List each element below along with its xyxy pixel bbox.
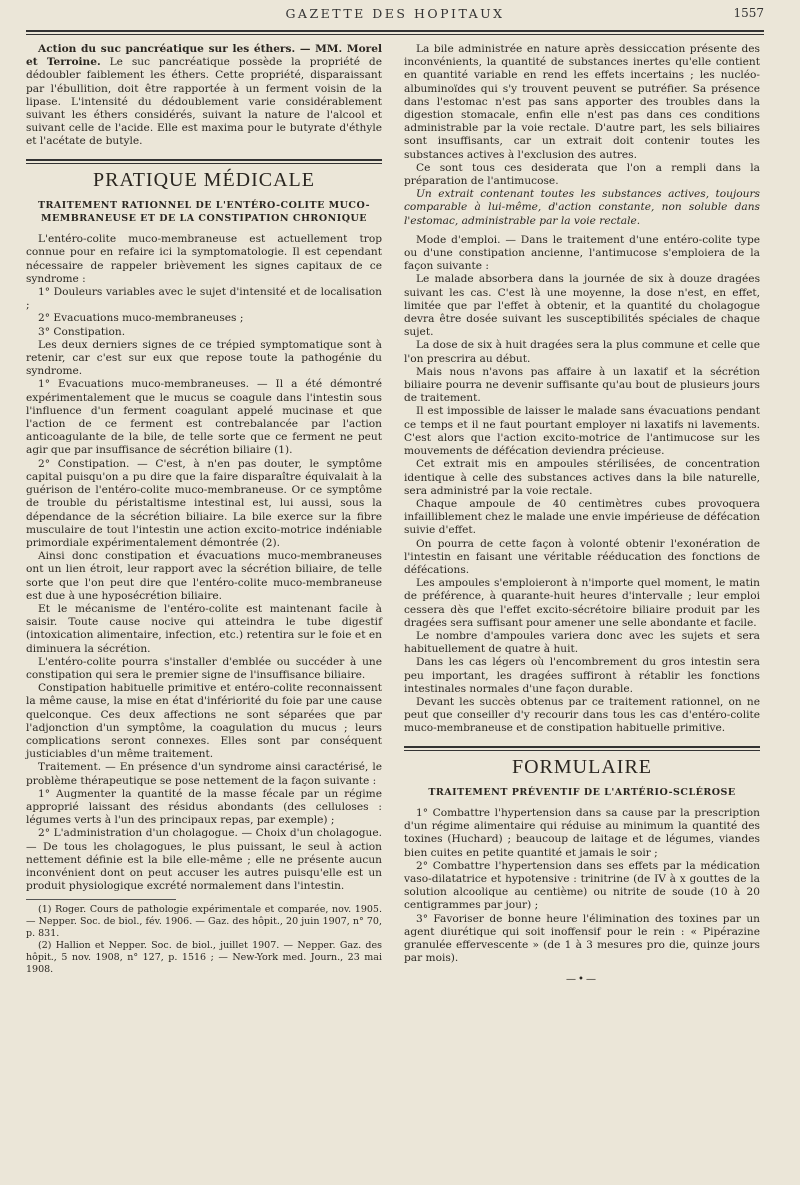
paragraph: Un extrait contenant toutes les substances actives, toujours comparable à lui-même, d'action constante, non soluble dans l'estomac, administrable par la voie rectale. — [404, 188, 760, 227]
paragraph: L'entéro-colite muco-membraneuse est actuellement trop connue pour en refaire ici la symptomatologie. Il est cependant nécessaire de rappeler brièvement les signes capitaux de ce syndrome : — [26, 233, 382, 285]
paragraph: Cet extrait mis en ampoules stérilisées, de concentration identique à celle des substances actives dans la bile naturelle, sera administré par la voie rectale. — [404, 458, 760, 497]
paragraph: La bile administrée en nature après dessiccation présente des inconvénients, la quantité de substances inertes qu'elle contient en quantité variable en rend les effets incertains ; les nucléo-albuminoïdes qui s'y trouvent peuvent se putréfier. Sa présence dans l'estomac n'est pas sans apporter des troubles dans la digestion stomacale, enfin elle n'est pas dans ces conditions administrable par la voie rectale. D'autre part, les sels biliaires sont insuffisants, car un extrait doit contenir toutes les substances actives à l'exclusion des autres. — [404, 43, 760, 161]
page-number: 1557 — [733, 6, 764, 20]
paragraph: 1° Evacuations muco-membraneuses. — Il a été démontré expérimentalement que le mucus se coagule dans l'intestin sous l'influence d'un ferment coagulant appelé mucinase et que l'action de ce ferment est contrebalancée par l'action anticoagulante de la bile, de telle sorte que ce ferment ne peut agir que par insuffisance de sécrétion biliaire (1). — [26, 378, 382, 457]
intro-text: Le suc pancréatique possède la propriété de dédoubler faiblement les éthers. Cette propriété, disparaissant par l'ébullition, doit être rapportée à un ferment voisin de la lipase. L'intensité du dédoublement varie considérablement suivant les éthers considérés, suivant la nature de l'alcool et suivant celle de l'acide. Elle est maxima pour le butyrate d'éthyle et l'acétate de butyle. — [26, 56, 382, 148]
paragraph: Ainsi donc constipation et évacuations muco-membraneuses ont un lien étroit, leur rapport avec la sécrétion biliaire, de telle sorte que l'on peut dire que l'entéro-colite muco-membraneuse est due à une hyposécrétion biliaire. — [26, 550, 382, 602]
paragraph: Mais nous n'avons pas affaire à un laxatif et la sécrétion biliaire pourra ne devenir suffisante qu'au bout de plusieurs jours de traitement. — [404, 365, 760, 405]
paragraph: Les ampoules s'emploieront à n'importe quel moment, le matin de préférence, à quarante-huit heures d'intervalle ; leur emploi cessera dès que l'effet excito-sécrétoire biliaire produit par les dragées sera suffisant pour amener une selle abondante et facile. — [404, 577, 760, 629]
section-title-formulaire: FORMULAIRE — [511, 755, 652, 778]
paragraph: Dans les cas légers où l'encombrement du gros intestin sera peu important, les dragées suffiront à rétablir les fonctions intestinales normales d'une façon durable. — [404, 656, 760, 695]
intro-paragraph — [26, 43, 382, 149]
paragraph: 1° Douleurs variables avec le sujet d'intensité et de localisation ; — [26, 286, 382, 312]
paragraph: Traitement. — En présence d'un syndrome ainsi caractérisé, le problème thérapeutique se pose nettement de la façon suivante : — [26, 761, 382, 787]
paragraph: 2° Evacuations muco-membraneuses ; — [38, 312, 244, 325]
paragraph: Le nombre d'ampoules variera donc avec les sujets et sera habituellement de quatre à huit. — [404, 629, 760, 656]
two-column-layout — [26, 43, 764, 987]
footnote: (1) Roger. Cours de pathologie expérimentale et comparée, nov. 1905. — Nepper. Soc. de biol., fév. 1906. — Gaz. des hôpit., 20 juin 1907, n° 70, p. 831. — [26, 904, 382, 940]
paragraph: Les deux derniers signes de ce trépied symptomatique sont à retenir, car c'est sur eux que repose toute la pathogénie du syndrome. — [26, 338, 382, 378]
paragraph: L'entéro-colite pourra s'installer d'emblée ou succéder à une constipation qui sera le premier signe de l'insuffisance biliaire. — [26, 655, 382, 681]
section-title-pratique: PRATIQUE MÉDICALE — [93, 168, 315, 191]
paragraph: On pourra de cette façon à volonté obtenir l'exonération de l'intestin en faisant une véritable rééducation des fonctions de défécations. — [404, 537, 760, 576]
header-rule — [26, 30, 764, 35]
section-rule — [26, 159, 382, 164]
footnote: (2) Hallion et Nepper. Soc. de biol., juillet 1907. — Nepper. Gaz. des hôpit., 5 nov. 1908, n° 127, p. 1516 ; — New-York med. Journ., 23 mai 1908. — [26, 940, 382, 976]
intro-heading: Action du suc pancréatique sur les éthers. — MM. Morel et Terroine. — [26, 43, 382, 69]
article-subhead: TRAITEMENT RATIONNEL DE L'ENTÉRO-COLITE MUCO-MEMBRANEUSE ET DE LA CONSTIPATION CHRONIQUE — [37, 199, 371, 225]
formulaire-item: 2° Combattre l'hypertension dans ses effets par la médication vaso-dilatatrice et hypotensive : trinitrine (de IV à x gouttes de la solution alcoolique au centième) ou nitrite de soude (10 à 20 centigrammes par jour) ; — [404, 859, 760, 912]
paragraph: 1° Augmenter la quantité de la masse fécale par un régime approprié laissant des résidus abondants (des celluloses : légumes verts à l'un des principaux repas, par exemple) ; — [26, 787, 382, 827]
formulaire-item: 3° Favoriser de bonne heure l'élimination des toxines par un agent diurétique qui soit inoffensif pour le rein : « Pipérazine granulée effervescente » (de 1 à 3 mesures pro die, quinze jours par mois). — [404, 912, 760, 965]
right-column — [404, 43, 760, 987]
paragraph: Devant les succès obtenus par ce traitement rationnel, on ne peut que conseiller d'y recourir dans tous les cas d'entéro-colite muco-membraneuse et de constipation habituelle primitive. — [404, 695, 760, 735]
paragraph: La dose de six à huit dragées sera la plus commune et celle que l'on prescrira au début. — [404, 339, 760, 365]
paragraph: 2° L'administration d'un cholagogue. — Choix d'un cholagogue. — De tous les cholagogues, le plus puissant, le seul à action nettement définie est la bile elle-même ; elle ne présente aucun inconvénient dont on peut accuser les autres puisqu'elle est un produit physiologique excrété normalement dans l'intestin. — [26, 827, 382, 893]
footnotes — [26, 904, 382, 976]
formulaire-item: 1° Combattre l'hypertension dans sa cause par la prescription d'un régime alimentaire qui réduise au minimum la quantité des toxines (Huchard) ; beaucoup de laitage et de légumes, viandes bien cuites en petite quantité et jamais le soir ; — [404, 806, 760, 859]
paragraph: 2° Constipation. — C'est, à n'en pas douter, le symptôme capital puisqu'on a pu dire que la faire disparaître équivalait à la guérison de l'entéro-colite muco-membraneuse. Or ce symptôme de trouble du péristaltisme intestinal est, lui aussi, sous la dépendance de la sécrétion biliaire. La bile exerce sur la fibre musculaire de tout l'intestin une action excito-motrice indéniable primordiale expérimentalement démontrée (2). — [26, 457, 382, 549]
paragraph: Et le mécanisme de l'entéro-colite est maintenant facile à saisir. Toute cause nocive qui atteindra le tube digestif (intoxication alimentaire, infection, etc.) retentira sur le foie et en diminuera la sécrétion. — [26, 602, 382, 655]
end-ornament: —•— — [566, 974, 598, 986]
paragraph: Mode d'emploi. — Dans le traitement d'une entéro-colite type ou d'une constipation ancienne, l'antimucose s'emploiera de la façon suivante : — [404, 233, 760, 273]
paragraph: 3° Constipation. — [38, 325, 126, 338]
paragraph: Il est impossible de laisser le malade sans évacuations pendant ce temps et il ne faut pourtant employer ni laxatifs ni lavements. C'est alors que l'action excito-motrice de l'antimucose sur les mouvements de défécation deviendra précieuse. — [404, 405, 760, 458]
formulaire-subhead: TRAITEMENT PRÉVENTIF DE L'ARTÉRIO-SCLÉROSE — [428, 786, 736, 798]
left-column — [26, 43, 382, 987]
journal-title: GAZETTE DES HOPITAUX — [285, 6, 505, 21]
paragraph: Ce sont tous ces desiderata que l'on a rempli dans la préparation de l'antimucose. — [404, 161, 760, 188]
running-header — [26, 0, 764, 26]
paragraph: Chaque ampoule de 40 centimètres cubes provoquera infailliblement chez le malade une envie impérieuse de défécation suivie d'effet. — [404, 497, 760, 537]
paragraph: Le malade absorbera dans la journée de six à douze dragées suivant les cas. C'est là une moyenne, la dose n'est, en effet, limitée que par l'effet à obtenir, et la quantité du cholagogue devra être dosée suivant les susceptibilités spéciales de chaque sujet. — [404, 273, 760, 339]
paragraph: Constipation habituelle primitive et entéro-colite reconnaissent la même cause, la mise en état d'infériorité du foie par une cause quelconque. Ces deux affections ne sont séparées que par l'adjonction d'un symptôme, la coagulation du mucus ; leurs complications seront connexes. Elles sont par conséquent justiciables d'un même traitement. — [26, 682, 382, 761]
section-rule — [404, 746, 760, 751]
